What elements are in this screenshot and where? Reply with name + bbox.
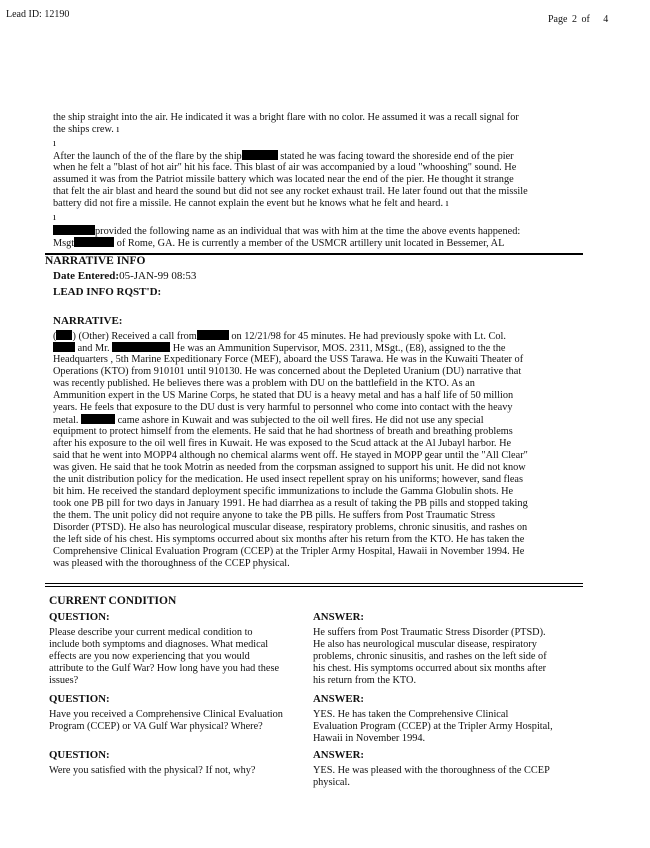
narrative-line: Headquarters , 5th Marine Expeditionary Force (MEF), aboard the USS Tarawa. He was in the Kuwaiti Theater of [53,354,524,365]
answer-1-line: his chest. His symptoms occurred about six months after [313,663,547,674]
para3-text-a: provided the following name as an individual that was with him at the time the above events happened: [95,226,521,237]
page-total: 4 [603,14,609,25]
intro-para3-line-2 [53,237,504,250]
narrative-line: Ammunition expert in the US Marine Corps, he stated that DU is a heavy metal and has a half life of 50 million [53,390,514,401]
intro-line-2: the ships crew. ı [53,124,120,135]
question-2-line: Program (CCEP) or VA Gulf War physical? Where? [49,721,263,732]
page-number: 2 [571,14,577,25]
current-condition-title: CURRENT CONDITION [49,595,177,607]
intro-para2-line-2: when he felt a "blast of hot air" hit his face. This blast of air was accompanied by a loud "whooshing" sound. He [53,162,517,173]
answer-label-2: ANSWER: [313,693,364,705]
page-label: Page [548,14,568,25]
lead-info-label: LEAD INFO RQST'D: [53,286,162,298]
narrative-line: was given. He said that he took Motrin as needed from the corpsman assigned to support his unit. He did not know [53,462,526,473]
narrative-line: Comprehensive Clinical Evaluation Program (CCEP) at the Tripler Army Hospital, Hawaii in November 1994. He [53,546,525,557]
page-of-label: of [581,14,590,25]
intro-mark-2: ı [53,212,56,223]
redaction-block [74,237,114,247]
intro-line-1: the ship straight into the air. He indicated it was a bright flare with no color. He assumed it was a recall signal for [53,112,519,123]
answer-label-3: ANSWER: [313,749,364,761]
section-rule [45,586,583,587]
narrative-line: Operations (KTO) from 910101 until 910130. He was concerned about the Depleted Uranium (DU) narrative that [53,366,522,377]
narrative-line: took one PB pill for two days in January 1991. He had diarrhea as a result of taking the PB pills and stopped taking [53,498,528,509]
narrative-line: after his exposure to the oil well fires in Kuwait. He was exposed to the Scud attack at the Al Jubayl harbor. He [53,438,512,449]
question-2-line: Have you received a Comprehensive Clinical Evaluation [49,709,283,720]
narrative-line: equipment to protect himself from the elements. He said that he had shortness of breath and breathing problems [53,426,513,437]
question-1-line: effects are you now experiencing that you would [49,651,250,662]
para2-text-a: After the launch of the of the flare by the ship [53,151,242,162]
lead-id: Lead ID: 12190 [6,9,70,20]
narrative-text: He was an Ammunition Supervisor, MOS. 2311, MSgt., (E8), assigned to the the [170,343,506,354]
question-1-line: Please describe your current medical condition to [49,627,253,638]
narrative-label: NARRATIVE: [53,315,123,327]
intro-para2-line-3: assumed it was from the Patriot missile battery which was located near the end of the pier. He thought it strange [53,174,514,185]
para3-text-b: of Rome, GA. He is currently a member of the USMCR artillery unit located in Bessemer, AL [114,238,505,249]
narrative-info-title: NARRATIVE INFO [45,255,146,267]
answer-1-line: He suffers from Post Traumatic Stress Disorder (PTSD). [313,627,546,638]
question-label-2: QUESTION: [49,693,110,705]
date-entered-value: 05-JAN-99 08:53 [119,270,197,282]
page-indicator [548,14,608,25]
intro-mark-1: ı [53,138,56,149]
para2-text-b: stated he was facing toward the shoreside end of the pier [277,151,514,162]
narrative-text: and Mr. [75,343,110,354]
question-label-1: QUESTION: [49,611,110,623]
answer-3-line: YES. He was pleased with the thoroughness of the CCEP [313,765,550,776]
answer-label-1: ANSWER: [313,611,364,623]
narrative-line: Disorder (PTSD). He also has neurological muscular disease, respiratory problems, chronic sinusitis, and rashes on [53,522,528,533]
narrative-text: metal. [53,415,79,426]
narrative-line: was pleased with the thoroughness of the CCEP physical. [53,558,290,569]
redaction-block [53,342,75,352]
answer-2-line: Evaluation Program (CCEP) at the Tripler Army Hospital, [313,721,553,732]
answer-2-line: YES. He has taken the Comprehensive Clinical [313,709,509,720]
narrative-line: the unit distribution policy for the medication. He used insect repellent spray on his uniforms; however, sand fleas [53,474,523,485]
narrative-line: years. He feels that exposure to the DU dust is very harmful to personnel who come into contact with the heavy [53,402,513,413]
redaction-block [242,150,278,160]
narrative-line: bit him. He received the standard deployment specific immunizations to include the Gamma Globulin shots. He [53,486,514,497]
question-1-line: include both symptoms and diagnoses. What medical [49,639,269,650]
redaction-block [197,330,229,340]
redaction-block [112,342,170,352]
question-1-line: issues? [49,675,79,686]
answer-2-line: Hawaii in November 1994. [313,733,426,744]
narrative-line: said that he went into MOPP4 although no chemical alarms went off. He stayed in MOPP gear until the "All Clear" [53,450,528,461]
narrative-text: ( [53,331,57,342]
question-label-3: QUESTION: [49,749,110,761]
date-entered-label: Date Entered: [53,270,120,282]
date-entered [53,270,196,282]
answer-3-line: physical. [313,777,350,788]
answer-1-line: problems, chronic sinusitis, and rashes on the left side of [313,651,547,662]
para3-text-msgt: Msgt [53,238,75,249]
redaction-block [81,414,115,424]
question-1-line: attribute to the Gulf War? How long have you had these [49,663,280,674]
narrative-line: was recently published. He believes there was a problem with DU on the battlefield in the KTO. As an [53,378,475,389]
question-3-line: Were you satisfied with the physical? If not, why? [49,765,256,776]
narrative-text: ) (Other) Received a call from [72,331,197,342]
narrative-line: the left side of his chest. His symptoms occurred about six months after his return from the KTO. He has taken the [53,534,525,545]
intro-para2-line-5: battery did not fire a missile. He cannot explain the event but he knows what he felt and heard. ı [53,198,449,209]
answer-1-line: He also has neurological muscular disease, respiratory [313,639,537,650]
answer-1-line: his return from the KTO. [313,675,417,686]
intro-para2-line-4: that felt the air blast and heard the sound but did not see any rocket exhaust trail. He later found out that the missile [53,186,528,197]
redaction-block [56,330,72,340]
narrative-text: on 12/21/98 for 45 minutes. He had previously spoke with Lt. Col. [228,331,506,342]
section-rule [45,583,583,584]
redaction-block [53,225,95,235]
narrative-text: came ashore in Kuwait and was subjected to the oil well fires. He did not use any special [115,415,484,426]
narrative-line: the them. The unit policy did not require anyone to take the PB pills. He suffers from Post Traumatic Stress [53,510,496,521]
